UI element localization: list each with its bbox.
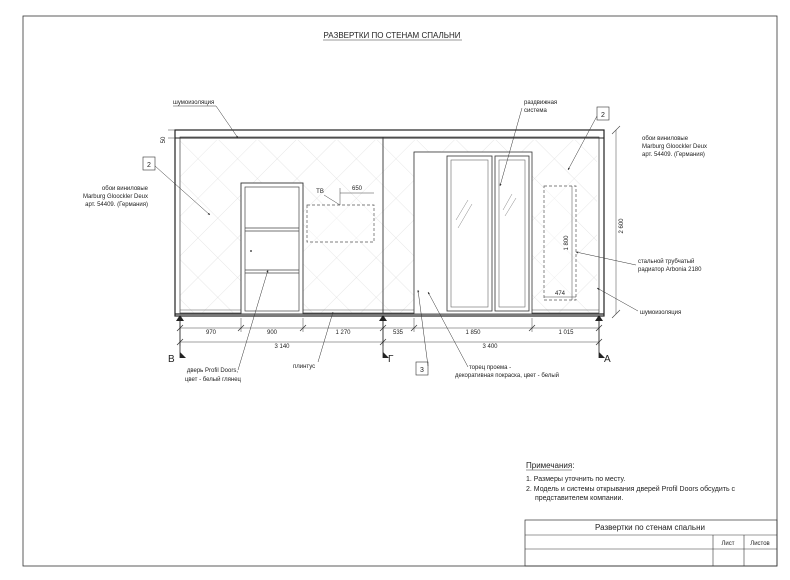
tv-offset-dim: 650 [351, 186, 363, 192]
label-sliding-2: система [524, 108, 547, 114]
dimension-chains [177, 318, 602, 350]
axis-markers [168, 315, 611, 365]
label-wallpaper-right-3: арт. 54409. (Германия) [642, 152, 705, 158]
dim-segment: 900 [266, 330, 278, 336]
title-block-sheets: Листов [750, 541, 770, 547]
door-handle [250, 250, 252, 252]
note-item: 2. Модель и системы открывания дверей Profil Doors обсудить с [526, 486, 736, 493]
label-wallpaper-left-3: арт. 54409. (Германия) [85, 202, 148, 208]
sliding-panel-right [495, 156, 529, 311]
label-top-insulation: шумоизоляция [173, 100, 215, 106]
door [241, 183, 303, 314]
label-bottom-insulation: шумоизоляция [640, 310, 682, 316]
door-frame [241, 183, 303, 314]
callout-number: 2 [601, 112, 605, 119]
label-wallpaper-left-2: Marburg Gloockler Deux [82, 194, 148, 200]
title-block-name: Развертки по стенам спальни [595, 523, 705, 532]
top-gap-dim: 50 [161, 136, 167, 144]
label-radiator-1: стальной трубчатый [638, 259, 695, 265]
dim-segment: 1 270 [335, 330, 351, 336]
dim-segment: 535 [392, 330, 404, 336]
label-door-1: дверь Profil Doors, [186, 368, 238, 374]
wall-elevation [175, 130, 604, 316]
label-sliding-1: раздвижная [524, 100, 558, 106]
notes [526, 461, 736, 502]
radiator-width-dim: 474 [554, 291, 566, 297]
dim-segment: 1 850 [465, 330, 481, 336]
radiator-height-dim: 1 800 [564, 235, 570, 251]
tv-outline [307, 205, 374, 242]
note-item: 1. Размеры уточнить по месту. [526, 476, 626, 483]
notes-heading: Примечания: [526, 461, 575, 470]
dim-total: 3 140 [274, 344, 290, 350]
label-wallpaper-left-1: обои виниловые [101, 186, 148, 192]
label-opening-end-2: декоративная покраска, цвет - белый [455, 373, 560, 379]
label-wallpaper-right-1: обои виниловые [642, 136, 689, 142]
title-block-sheet: Лист [721, 541, 735, 547]
axis-label-a: А [604, 354, 611, 365]
callout-number: 2 [147, 162, 151, 169]
label-radiator-2: радиатор Arbonia 2180 [638, 267, 702, 273]
dim-segment: 970 [205, 330, 217, 336]
label-wallpaper-right-2: Marburg Gloockler Deux [642, 144, 708, 150]
sliding-panel-left [447, 156, 492, 311]
height-dim: 2 600 [619, 218, 625, 234]
title-block [525, 520, 777, 566]
note-item: представителем компании. [535, 495, 624, 502]
sliding-door-system [414, 152, 532, 314]
axis-label-v: В [168, 354, 175, 365]
dim-segment: 1 015 [558, 330, 574, 336]
label-plinth: плинтус [293, 364, 316, 370]
radiator-outline [544, 186, 576, 300]
drawing-title: РАЗВЕРТКИ ПО СТЕНАМ СПАЛЬНИ [323, 31, 461, 40]
callout-number: 3 [420, 367, 424, 374]
tv-label: ТВ [316, 189, 324, 195]
label-door-2: цвет - белый глянец [184, 377, 241, 383]
label-opening-end-1: торец проема - [469, 365, 512, 371]
dim-total: 3 400 [482, 344, 498, 350]
axis-label-g: Г [388, 354, 394, 365]
